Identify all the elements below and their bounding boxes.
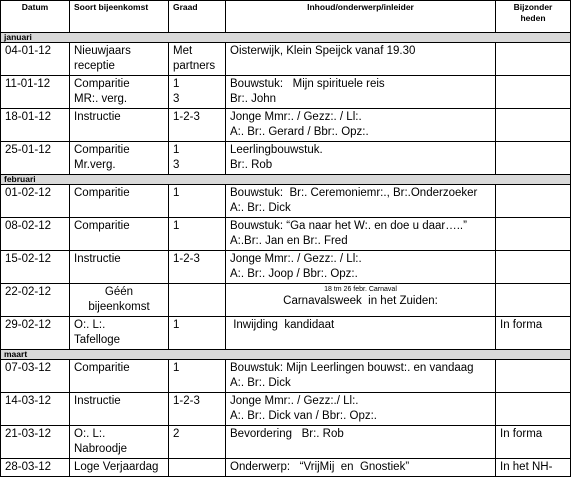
type-cell	[70, 142, 169, 175]
content-cell	[226, 109, 496, 142]
note-cell	[496, 142, 571, 175]
cell-line: Bouwstuk: “Ga naar het W:. en doe u daar…..”	[230, 220, 467, 232]
type-cell	[70, 393, 169, 426]
grade-cell	[169, 109, 226, 142]
cell-line: Leerlingbouwstuk.	[230, 144, 323, 156]
month-row	[1, 350, 571, 360]
cell-line: Comparitie	[74, 144, 130, 156]
content-cell	[226, 251, 496, 284]
cell-line: Nabroodje	[74, 443, 128, 455]
grade-cell	[169, 142, 226, 175]
cell-line: A:. Br:. Joop / Bbr:. Opz:.	[230, 268, 358, 280]
type-cell	[70, 426, 169, 459]
date-cell: 15-02-12	[1, 251, 70, 284]
grade-cell	[169, 426, 226, 459]
cell-line: Jonge Mmr:. / Gezz:. / Ll:.	[230, 111, 362, 123]
cell-line: Bouwstuk: Mijn Leerlingen bouwst:. en vandaag	[230, 362, 474, 374]
date-cell: 21-03-12	[1, 426, 70, 459]
cell-line: 1	[173, 319, 180, 331]
cell-line: O:. L:.	[74, 428, 106, 440]
note-cell	[496, 185, 571, 218]
cell-line: bijeenkomst	[88, 301, 150, 313]
grade-cell	[169, 76, 226, 109]
table-row	[1, 393, 571, 426]
cell-line: 1-2-3	[173, 395, 200, 407]
content-cell	[226, 426, 496, 459]
note-cell	[496, 218, 571, 251]
content-cell	[226, 284, 496, 317]
date-cell: 29-02-12	[1, 317, 70, 350]
grade-cell	[169, 43, 226, 76]
type-cell	[70, 284, 169, 317]
cell-line: A:. Br:. Dick van / Bbr:. Opz:.	[230, 410, 377, 422]
carnaval-note: 18 tm 26 febr. Carnaval	[324, 286, 397, 293]
cell-line: Oisterwijk, Klein Speijck vanaf 19.30	[230, 45, 416, 57]
note-cell	[496, 76, 571, 109]
note-cell: In het NH-	[496, 459, 571, 477]
cell-line: O:. L:.	[74, 319, 106, 331]
type-cell	[70, 218, 169, 251]
note-cell	[496, 284, 571, 317]
schedule-body	[1, 33, 571, 477]
cell-line: Comparitie	[74, 187, 130, 199]
month-row	[1, 175, 571, 185]
content-cell	[226, 142, 496, 175]
cell-line: 3	[173, 93, 180, 105]
cell-line: Jonge Mmr:. / Gezz:./ Ll:.	[230, 395, 359, 407]
type-cell	[70, 43, 169, 76]
date-cell: 25-01-12	[1, 142, 70, 175]
grade-cell	[169, 185, 226, 218]
cell-line: Loge Verjaardag	[74, 461, 159, 473]
cell-line: Comparitie	[74, 362, 130, 374]
content-cell	[226, 185, 496, 218]
header-type: Soort bijeenkomst	[70, 1, 169, 33]
note-cell	[496, 251, 571, 284]
cell-line: Br:. John	[230, 93, 277, 105]
header-row	[1, 1, 571, 33]
cell-line: Tafelloge	[74, 334, 121, 346]
table-row	[1, 142, 571, 175]
cell-line: Inwijding kandidaat	[230, 319, 335, 331]
cell-line: Onderwerp: “VrijMij en Gnostiek”	[230, 461, 410, 473]
header-date: Datum	[1, 1, 70, 33]
cell-line: Instructie	[74, 395, 121, 407]
cell-line: Instructie	[74, 111, 121, 123]
cell-line: 1-2-3	[173, 111, 200, 123]
cell-line: 1	[173, 187, 180, 199]
table-row	[1, 360, 571, 393]
table-row	[1, 459, 571, 477]
month-label: januari	[1, 33, 571, 43]
grade-cell	[169, 317, 226, 350]
table-row	[1, 76, 571, 109]
cell-line: 1	[173, 78, 180, 90]
date-cell: 14-03-12	[1, 393, 70, 426]
cell-line: Met	[173, 45, 193, 57]
content-cell	[226, 393, 496, 426]
cell-line: Comparitie	[74, 220, 130, 232]
cell-line: partners	[173, 60, 216, 72]
cell-line: Nieuwjaars	[74, 45, 131, 57]
cell-line: Br:. Rob	[230, 159, 273, 171]
cell-line: 2	[173, 428, 180, 440]
cell-line: Mr.verg.	[74, 159, 116, 171]
cell-line: Bouwstuk: Mijn spirituele reis	[230, 78, 385, 90]
date-cell: 28-03-12	[1, 459, 70, 477]
cell-line: Instructie	[74, 253, 121, 265]
cell-line: A:. Br:. Dick	[230, 377, 291, 389]
month-label: maart	[1, 350, 571, 360]
table-row	[1, 426, 571, 459]
cell-line: 3	[173, 159, 180, 171]
table-row	[1, 109, 571, 142]
type-cell	[70, 317, 169, 350]
grade-cell	[169, 251, 226, 284]
content-cell	[226, 317, 496, 350]
header-note: Bijzonder heden	[496, 1, 571, 33]
table-row	[1, 284, 571, 317]
cell-line: A:. Br:. Dick	[230, 202, 291, 214]
table-row	[1, 185, 571, 218]
cell-line: Géén	[104, 286, 134, 298]
note-cell	[496, 360, 571, 393]
cell-line: receptie	[74, 60, 115, 72]
type-cell	[70, 251, 169, 284]
grade-cell	[169, 393, 226, 426]
table-row	[1, 317, 571, 350]
header-content: Inhoud/onderwerp/inleider	[226, 1, 496, 33]
cell-line: A:.Br:. Jan en Br:. Fred	[230, 235, 348, 247]
cell-line: 1	[173, 144, 180, 156]
type-cell	[70, 360, 169, 393]
grade-cell	[169, 284, 226, 317]
note-cell	[496, 43, 571, 76]
date-cell: 08-02-12	[1, 218, 70, 251]
content-cell	[226, 459, 496, 477]
cell-line: 1	[173, 220, 180, 232]
type-cell	[70, 109, 169, 142]
content-cell	[226, 43, 496, 76]
grade-cell	[169, 459, 226, 477]
cell-line: MR:. verg.	[74, 93, 128, 105]
date-cell: 01-02-12	[1, 185, 70, 218]
cell-line: Comparitie	[74, 78, 130, 90]
content-cell	[226, 218, 496, 251]
date-cell: 07-03-12	[1, 360, 70, 393]
cell-line: Bouwstuk: Br:. Ceremoniemr:., Br:.Onderzoeker	[230, 187, 478, 199]
month-label: februari	[1, 175, 571, 185]
date-cell: 22-02-12	[1, 284, 70, 317]
table-row	[1, 218, 571, 251]
cell-line: Bevordering Br:. Rob	[230, 428, 344, 440]
note-cell: In forma	[496, 426, 571, 459]
cell-line: A:. Br:. Gerard / Bbr:. Opz:.	[230, 126, 369, 138]
grade-cell	[169, 218, 226, 251]
type-cell	[70, 459, 169, 477]
content-cell	[226, 360, 496, 393]
date-cell: 18-01-12	[1, 109, 70, 142]
type-cell	[70, 185, 169, 218]
grade-cell	[169, 360, 226, 393]
month-row	[1, 33, 571, 43]
date-cell: 11-01-12	[1, 76, 70, 109]
header-grade: Graad	[169, 1, 226, 33]
table-row	[1, 251, 571, 284]
content-cell	[226, 76, 496, 109]
type-cell	[70, 76, 169, 109]
note-cell	[496, 393, 571, 426]
cell-line: Jonge Mmr:. / Gezz:. / Ll:.	[230, 253, 362, 265]
note-cell: In forma	[496, 317, 571, 350]
cell-line: 1	[173, 362, 180, 374]
cell-line: 1-2-3	[173, 253, 200, 265]
date-cell: 04-01-12	[1, 43, 70, 76]
note-cell	[496, 109, 571, 142]
table-row	[1, 43, 571, 76]
carnaval-text: Carnavalsweek in het Zuiden:	[283, 295, 438, 307]
